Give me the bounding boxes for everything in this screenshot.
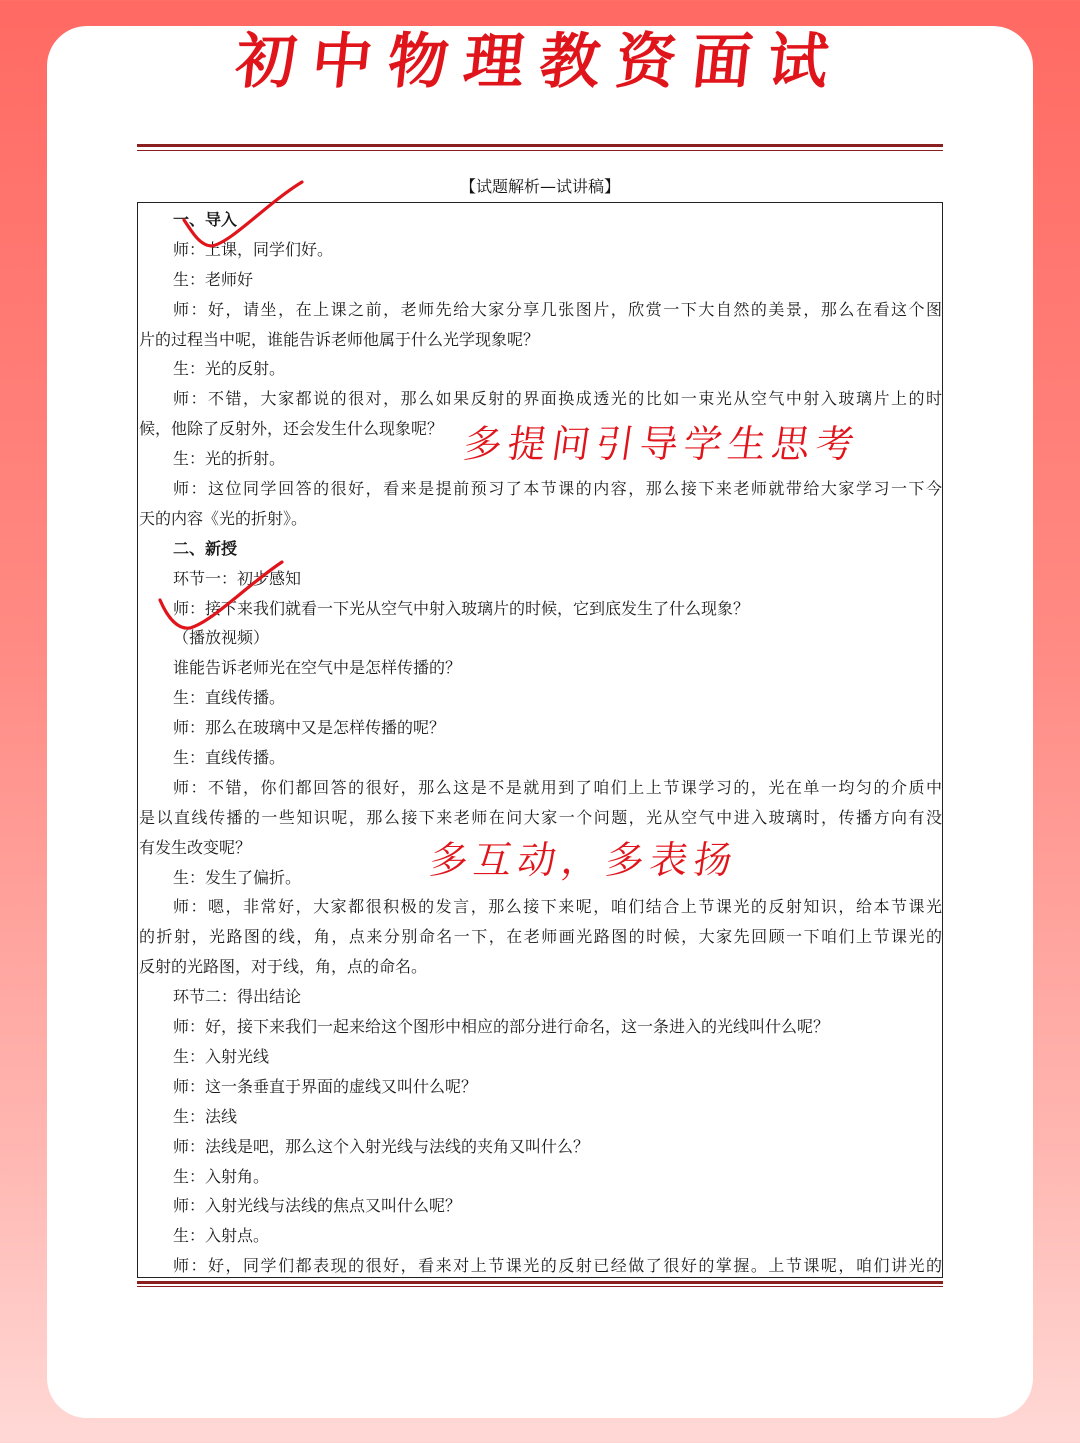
text-line: （播放视频） xyxy=(173,628,270,648)
text-line: 师：法线是吧，那么这个入射光线与法线的夹角又叫什么？ xyxy=(173,1136,590,1156)
bottom-divider-thin xyxy=(137,1286,943,1287)
text-line: 环节一：初步感知 xyxy=(173,568,302,588)
annotation-interact-praise: 多互动，多表扬 xyxy=(426,838,742,882)
text-line: 师：上课，同学们好。 xyxy=(173,239,334,259)
text-line: 生：入射光线 xyxy=(173,1046,270,1066)
text-line: 生：光的折射。 xyxy=(173,449,286,469)
text-line: 生：光的反射。 xyxy=(173,359,286,379)
text-line: 生：直线传播。 xyxy=(173,748,286,768)
checkmark-icon-2 xyxy=(156,556,286,638)
text-line: 生：老师好 xyxy=(173,269,254,289)
text-line: 师：好，接下来我们一起来给这个图形中相应的部分进行命名，这一条进入的光线叫什么呢？ xyxy=(173,1017,830,1037)
text-line: 反射的光路图，对于线，角，点的命名。 xyxy=(139,957,428,977)
checkmark-icon xyxy=(180,176,310,256)
text-line: 的折射，光路图的线，角，点来分别命名一下，在老师画光路图的时候，大家先回顾一下咱们上节课光的 xyxy=(139,927,942,947)
text-line: 师：好，同学们都表现的很好，看来对上节课光的反射已经做了很好的掌握。上节课呢，咱们讲光的 xyxy=(173,1256,942,1276)
bottom-divider xyxy=(137,1281,943,1284)
script-text xyxy=(138,203,942,1278)
text-line: 是以直线传播的一些知识呢，那么接下来老师在问大家一个问题，光从空气中进入玻璃时，传播方向有没 xyxy=(139,807,942,827)
text-line: 谁能告诉老师光在空气中是怎样传播的？ xyxy=(173,658,462,678)
text-line: 环节二：得出结论 xyxy=(173,987,302,1007)
text-line: 师：那么在玻璃中又是怎样传播的呢？ xyxy=(173,718,446,738)
text-line: 生：法线 xyxy=(173,1106,238,1126)
document-body xyxy=(137,202,943,1278)
text-line: 片的过程当中呢，谁能告诉老师他属于什么光学现象呢？ xyxy=(139,329,540,349)
top-divider xyxy=(137,144,943,147)
text-line: 师：不错，你们都回答的很好，那么这是不是就用到了咱们上上节课学习的，光在单一均匀的介质中 xyxy=(173,777,942,797)
top-divider-thin xyxy=(137,150,943,151)
text-line: 一、导入 xyxy=(173,210,238,229)
text-line: 天的内容《光的折射》。 xyxy=(139,508,308,528)
text-line: 生：入射点。 xyxy=(173,1226,270,1246)
text-line: 师：好，请坐，在上课之前，老师先给大家分享几张图片，欣赏一下大自然的美景，那么在看这个图 xyxy=(173,299,942,319)
text-line: 师：不错，大家都说的很对，那么如果反射的界面换成透光的比如一束光从空气中射入玻璃片上的时 xyxy=(173,389,942,409)
page-title: 初中物理教资面试 xyxy=(232,27,848,97)
text-line: 有发生改变呢？ xyxy=(139,837,252,857)
text-line: 师：接下来我们就看一下光从空气中射入玻璃片的时候，它到底发生了什么现象？ xyxy=(173,598,750,618)
text-line: 师：这位同学回答的很好，看来是提前预习了本节课的内容，那么接下来老师就带给大家学习一下今 xyxy=(173,479,942,499)
text-line: 生：入射角。 xyxy=(173,1166,270,1186)
text-line: 师：这一条垂直于界面的虚线又叫什么呢？ xyxy=(173,1076,478,1096)
text-line: 二、新授 xyxy=(173,538,238,558)
annotation-ask-questions: 多提问引导学生思考 xyxy=(460,422,864,466)
text-line: 师：嗯，非常好，大家都很积极的发言，那么接下来呢，咱们结合上节课光的反射知识，给本节课光 xyxy=(173,897,942,917)
text-line: 师：入射光线与法线的焦点又叫什么呢？ xyxy=(173,1196,462,1216)
text-line: 生：发生了偏折。 xyxy=(173,867,302,887)
text-line: 生：直线传播。 xyxy=(173,688,286,708)
document-header: 【试题解析—试讲稿】 xyxy=(459,177,620,196)
text-line: 候，他除了反射外，还会发生什么现象呢？ xyxy=(139,419,444,439)
